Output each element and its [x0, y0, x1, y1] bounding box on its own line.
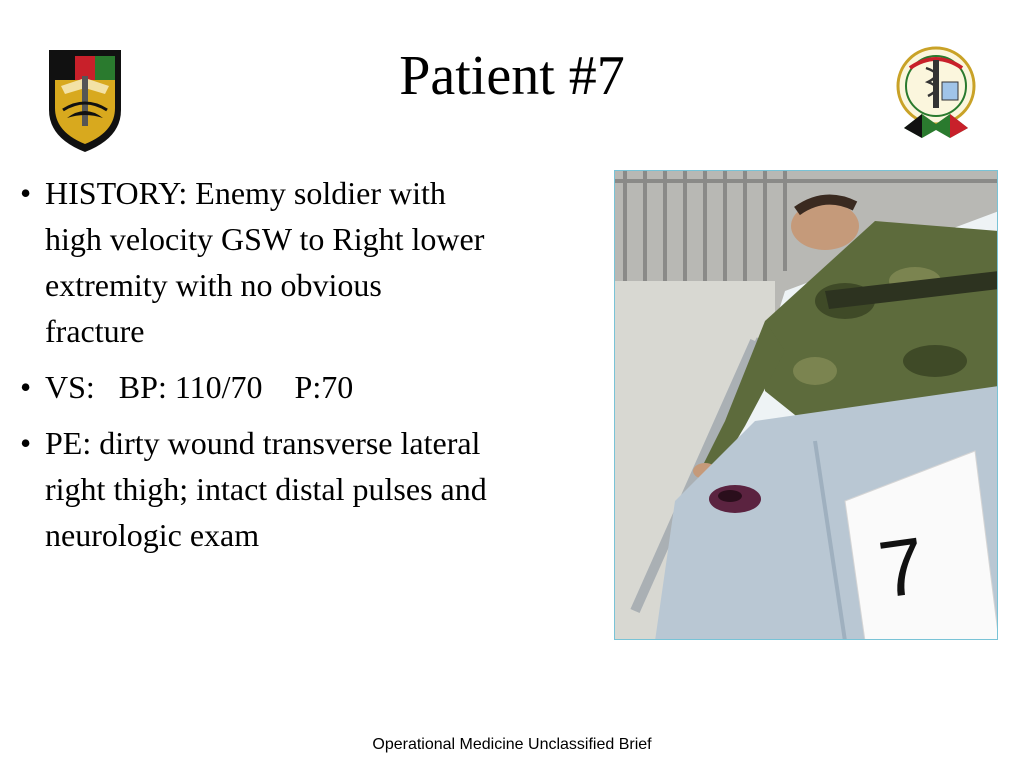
bullet-text: VS: BP: 110/70 P:70 — [45, 369, 354, 405]
patient-photo — [614, 170, 998, 640]
slide-title: Patient #7 — [399, 45, 625, 107]
bullet-text: HISTORY: Enemy soldier with high velocity GSW to Right lower extremity with no obvious fracture — [45, 175, 485, 349]
bullet-list — [18, 170, 488, 568]
bullet-text: PE: dirty wound transverse lateral right thigh; intact distal pulses and neurologic exam — [45, 425, 487, 553]
bullet-history: • HISTORY: Enemy soldier with high velocity GSW to Right lower extremity with no obvious fracture — [20, 175, 485, 349]
medical-seal-icon — [896, 42, 976, 146]
slide-footer: Operational Medicine Unclassified Brief — [372, 736, 652, 753]
photo-number-tag: 7 — [873, 520, 931, 615]
bullet-physical-exam: • PE: dirty wound transverse lateral right thigh; intact distal pulses and neurologic exam — [20, 425, 487, 553]
bullet-vital-signs: • VS: BP: 110/70 P:70 — [20, 369, 354, 405]
